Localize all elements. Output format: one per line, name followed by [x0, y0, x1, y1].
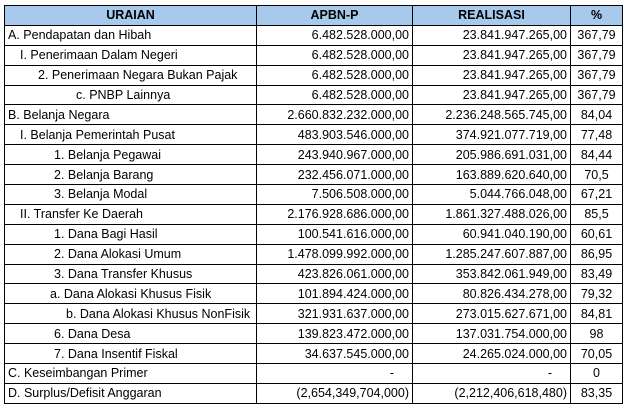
row-realisasi[interactable]: 80.826.434.278,00: [413, 284, 571, 304]
row-label[interactable]: B. Belanja Negara: [5, 105, 257, 125]
table-row: [5, 383, 623, 403]
row-apbn[interactable]: 7.506.508.000,00: [257, 185, 413, 205]
budget-table: [4, 5, 623, 404]
row-apbn[interactable]: 139.823.472.000,00: [257, 324, 413, 344]
table-row: [5, 264, 623, 284]
row-percent[interactable]: 85,5: [571, 204, 623, 224]
row-apbn[interactable]: (2,654,349,704,000): [257, 383, 413, 403]
table-row: [5, 25, 623, 45]
row-apbn[interactable]: 6.482.528.000,00: [257, 25, 413, 45]
table-row: [5, 324, 623, 344]
row-apbn[interactable]: 1.478.099.992.000,00: [257, 244, 413, 264]
row-percent[interactable]: 77,48: [571, 125, 623, 145]
row-label[interactable]: 1. Belanja Pegawai: [5, 145, 257, 165]
row-label[interactable]: 3. Belanja Modal: [5, 185, 257, 205]
table-row: [5, 224, 623, 244]
row-percent[interactable]: 83,35: [571, 383, 623, 403]
row-apbn[interactable]: 232.456.071.000,00: [257, 165, 413, 185]
table-row: [5, 204, 623, 224]
row-realisasi[interactable]: 353.842.061.949,00: [413, 264, 571, 284]
row-realisasi[interactable]: 163.889.620.640,00: [413, 165, 571, 185]
row-apbn[interactable]: 6.482.528.000,00: [257, 65, 413, 85]
row-apbn[interactable]: 243.940.967.000,00: [257, 145, 413, 165]
row-realisasi[interactable]: 23.841.947.265,00: [413, 45, 571, 65]
row-percent[interactable]: 84,44: [571, 145, 623, 165]
table-row: [5, 65, 623, 85]
row-label[interactable]: II. Transfer Ke Daerah: [5, 204, 257, 224]
row-percent[interactable]: 84,81: [571, 304, 623, 324]
header-apbn: APBN-P: [257, 6, 413, 26]
row-percent[interactable]: 67,21: [571, 185, 623, 205]
row-label[interactable]: b. Dana Alokasi Khusus NonFisik: [5, 304, 257, 324]
row-realisasi[interactable]: 60.941.040.190,00: [413, 224, 571, 244]
row-apbn[interactable]: -: [257, 364, 413, 384]
table-row: [5, 45, 623, 65]
table-row: [5, 165, 623, 185]
table-row: [5, 244, 623, 264]
row-label[interactable]: 2. Belanja Barang: [5, 165, 257, 185]
header-realisasi: REALISASI: [413, 6, 571, 26]
row-realisasi[interactable]: 1.861.327.488.026,00: [413, 204, 571, 224]
row-label[interactable]: A. Pendapatan dan Hibah: [5, 25, 257, 45]
table-row: [5, 304, 623, 324]
table-row: [5, 105, 623, 125]
row-apbn[interactable]: 6.482.528.000,00: [257, 85, 413, 105]
row-apbn[interactable]: 483.903.546.000,00: [257, 125, 413, 145]
table-row: [5, 125, 623, 145]
row-label[interactable]: 2. Dana Alokasi Umum: [5, 244, 257, 264]
row-percent[interactable]: 79,32: [571, 284, 623, 304]
row-realisasi[interactable]: 23.841.947.265,00: [413, 65, 571, 85]
row-percent[interactable]: 70,5: [571, 165, 623, 185]
row-realisasi[interactable]: -: [413, 364, 571, 384]
row-apbn[interactable]: 100.541.616.000,00: [257, 224, 413, 244]
row-realisasi[interactable]: 24.265.024.000,00: [413, 344, 571, 364]
table-row: [5, 85, 623, 105]
row-apbn[interactable]: 6.482.528.000,00: [257, 45, 413, 65]
row-apbn[interactable]: 34.637.545.000,00: [257, 344, 413, 364]
row-label[interactable]: 2. Penerimaan Negara Bukan Pajak: [5, 65, 257, 85]
row-realisasi[interactable]: (2,212,406,618,480): [413, 383, 571, 403]
table-row: [5, 364, 623, 384]
row-percent[interactable]: 367,79: [571, 45, 623, 65]
row-label[interactable]: a. Dana Alokasi Khusus Fisik: [5, 284, 257, 304]
row-percent[interactable]: 83,49: [571, 264, 623, 284]
row-percent[interactable]: 367,79: [571, 85, 623, 105]
row-label[interactable]: I. Penerimaan Dalam Negeri: [5, 45, 257, 65]
row-percent[interactable]: 367,79: [571, 25, 623, 45]
row-label[interactable]: C. Keseimbangan Primer: [5, 364, 257, 384]
row-label[interactable]: 6. Dana Desa: [5, 324, 257, 344]
row-realisasi[interactable]: 2.236.248.565.745,00: [413, 105, 571, 125]
table-row: [5, 145, 623, 165]
header-uraian: URAIAN: [5, 6, 257, 26]
row-realisasi[interactable]: 273.015.627.671,00: [413, 304, 571, 324]
row-realisasi[interactable]: 5.044.766.048,00: [413, 185, 571, 205]
header-percent: %: [571, 6, 623, 26]
row-percent[interactable]: 70,05: [571, 344, 623, 364]
row-percent[interactable]: 60,61: [571, 224, 623, 244]
row-apbn[interactable]: 321.931.637.000,00: [257, 304, 413, 324]
row-percent[interactable]: 0: [571, 364, 623, 384]
row-label[interactable]: I. Belanja Pemerintah Pusat: [5, 125, 257, 145]
row-label[interactable]: D. Surplus/Defisit Anggaran: [5, 383, 257, 403]
row-label[interactable]: 3. Dana Transfer Khusus: [5, 264, 257, 284]
row-realisasi[interactable]: 1.285.247.607.887,00: [413, 244, 571, 264]
row-percent[interactable]: 86,95: [571, 244, 623, 264]
row-realisasi[interactable]: 23.841.947.265,00: [413, 25, 571, 45]
row-realisasi[interactable]: 374.921.077.719,00: [413, 125, 571, 145]
table-row: [5, 284, 623, 304]
row-label[interactable]: 1. Dana Bagi Hasil: [5, 224, 257, 244]
row-label[interactable]: 7. Dana Insentif Fiskal: [5, 344, 257, 364]
table-row: [5, 344, 623, 364]
row-apbn[interactable]: 101.894.424.000,00: [257, 284, 413, 304]
header-row: [5, 6, 623, 26]
row-percent[interactable]: 98: [571, 324, 623, 344]
row-realisasi[interactable]: 137.031.754.000,00: [413, 324, 571, 344]
row-percent[interactable]: 84,04: [571, 105, 623, 125]
table-row: [5, 185, 623, 205]
row-realisasi[interactable]: 23.841.947.265,00: [413, 85, 571, 105]
row-realisasi[interactable]: 205.986.691.031,00: [413, 145, 571, 165]
row-apbn[interactable]: 2.176.928.686.000,00: [257, 204, 413, 224]
row-percent[interactable]: 367,79: [571, 65, 623, 85]
row-apbn[interactable]: 2.660.832.232.000,00: [257, 105, 413, 125]
row-label[interactable]: c. PNBP Lainnya: [5, 85, 257, 105]
row-apbn[interactable]: 423.826.061.000,00: [257, 264, 413, 284]
